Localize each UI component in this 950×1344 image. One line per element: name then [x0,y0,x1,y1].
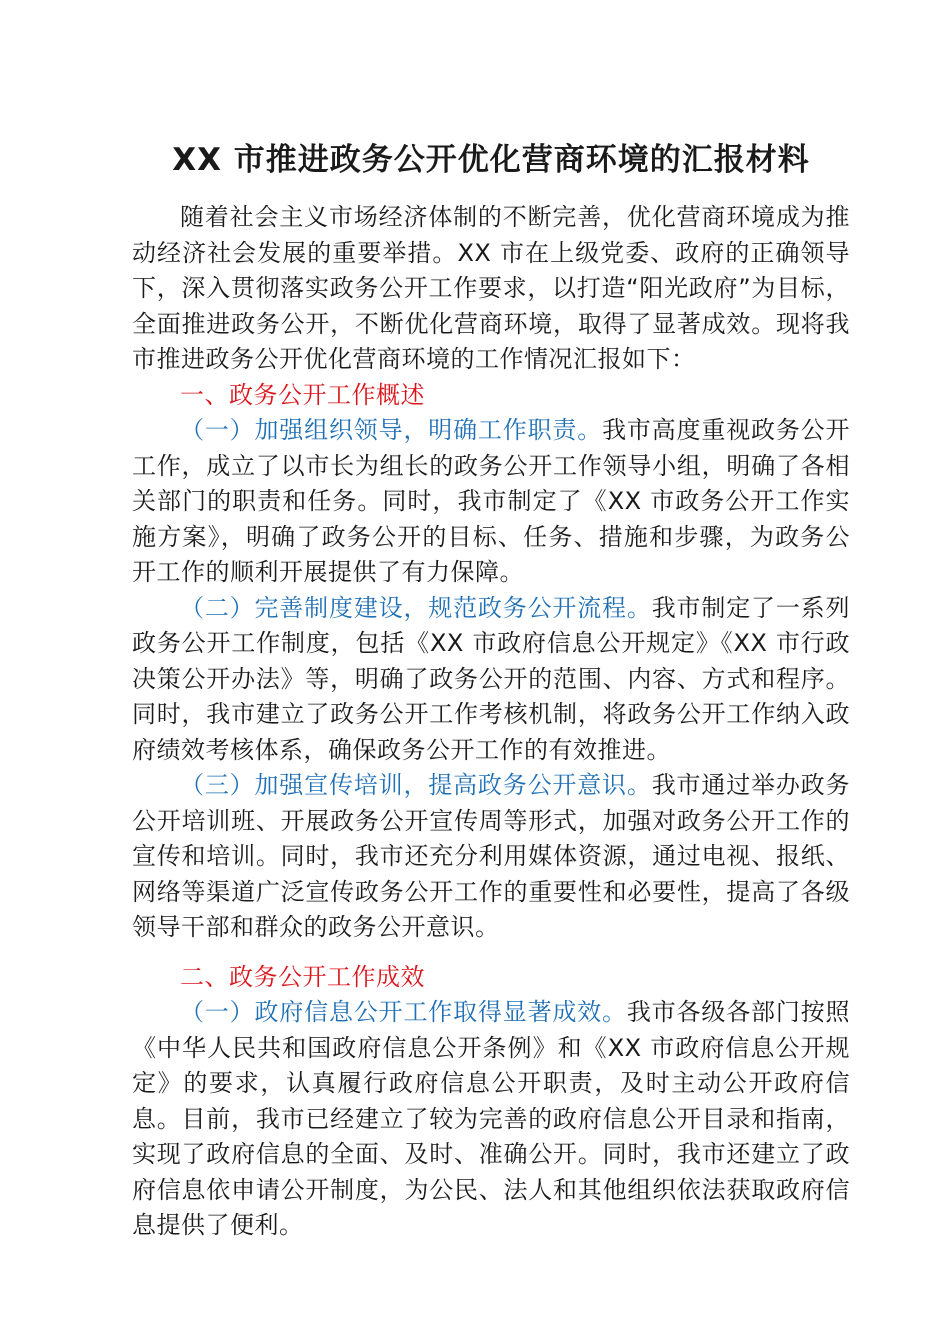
section-2-item-1-lead: （一）政府信息公开工作取得显著成效。 [180,998,627,1026]
section-2-item-1 [132,995,850,1244]
document-page [132,138,850,1244]
intro-paragraph: 随着社会主义市场经济体制的不断完善，优化营商环境成为推动经济社会发展的重要举措。XX 市在上级党委、政府的正确领导下，深入贯彻落实政务公开工作要求，以打造“阳光政府”为目标，全面推进政务公开，不断优化营商环境，取得了显著成效。现将我市推进政务公开优化营商环境的工作情况汇报如下： [132,203,850,373]
section-1-item-1-text: 我市高度重视政务公开工作，成立了以市长为组长的政务公开工作领导小组，明确了各相关部门的职责和任务。同时，我市制定了《XX 市政务公开工作实施方案》，明确了政务公开的目标、任务、措施和步骤，为政务公开工作的顺利开展提供了有力保障。 [132,416,851,586]
section-2-heading: 二、政务公开工作成效 [180,962,425,991]
section-1-item-2 [132,591,850,769]
section-1-heading: 一、政务公开工作概述 [180,380,425,409]
section-1-item-3-text: 我市通过举办政务公开培训班、开展政务公开宣传周等形式，加强对政务公开工作的宣传和培训。同时，我市还充分利用媒体资源，通过电视、报纸、网络等渠道广泛宣传政务公开工作的重要性和必要性，提高了各级领导干部和群众的政务公开意识。 [132,771,851,941]
section-1-item-1 [132,413,850,591]
document-title: XX 市推进政务公开优化营商环境的汇报材料 [172,142,810,178]
section-1-item-2-lead: （二）完善制度建设，规范政务公开流程。 [180,593,652,622]
section-1-item-2-text: 我市制定了一系列政务公开工作制度，包括《XX 市政府信息公开规定》《XX 市行政决策公开办法》等，明确了政务公开的范围、内容、方式和程序。同时，我市建立了政务公开工作考核机制，将政务公开工作纳入政府绩效考核体系，确保政务公开工作的有效推进。 [132,593,851,764]
section-2-item-1-text: 我市各级各部门按照《中华人民共和国政府信息公开条例》和《XX 市政府信息公开规定》的要求，认真履行政府信息公开职责，及时主动公开政府信息。目前，我市已经建立了较为完善的政府信息公开目录和指南，实现了政府信息的全面、及时、准确公开。同时，我市还建立了政府信息依申请公开制度，为公民、法人和其他组织依法获取政府信息提供了便利。 [132,998,851,1239]
section-1-item-3-lead: （三）加强宣传培训，提高政务公开意识。 [180,771,652,799]
section-1-item-1-lead: （一）加强组织领导，明确工作职责。 [180,416,603,444]
section-1-item-3 [132,768,850,946]
